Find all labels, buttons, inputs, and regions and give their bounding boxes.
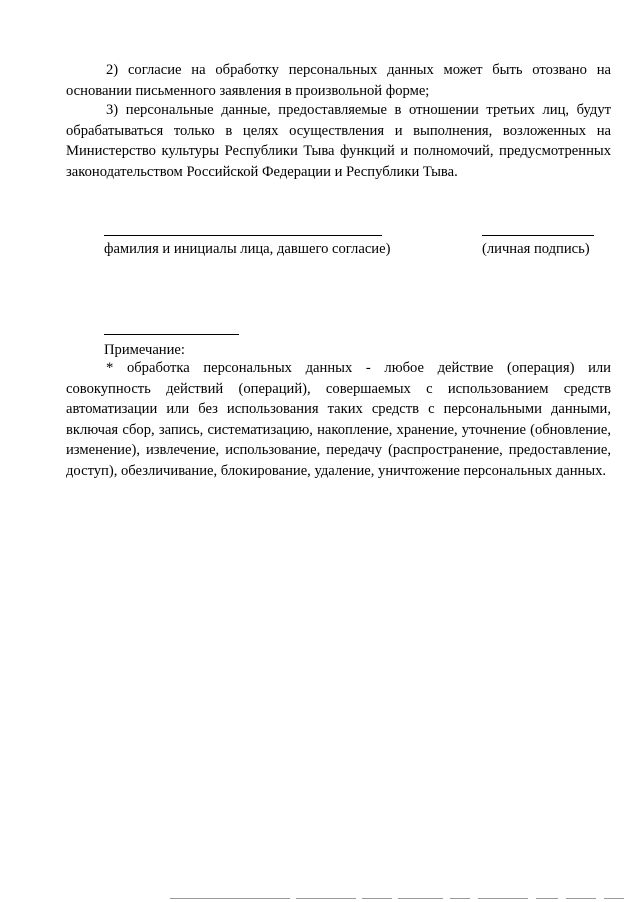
signature-label: (личная подпись) [482,241,590,257]
scan-bottom-edge [0,896,639,902]
name-label: фамилия и инициалы лица, давшего согласие) [104,241,391,257]
note-text: * обработка персональных данных - любое действие (операция) или совокупность действий (операций), совершаемых с использованием средств автоматизации или без использования таких средств с персональными данными, включая сбор, запись, систематизацию, накопление, хранение, уточнение (обновление, изменение), извлечение, использование, передачу (распространение, предоставление, доступ), обезличивание, блокирование, удаление, уничтожение персональных данных. [66,360,611,479]
paragraph-third-party-data: 3) персональные данные, предоставляемые в отношении третьих лиц, будут обрабатываться только в целях осуществления и выполнения, возложенных на Министерство культуры Республики Тыва функций и полномочий, предусмотренных законодательством Российской Федерации и Республики Тыва. [66,102,611,180]
personal-signature-line [482,235,594,236]
paragraph-consent-withdrawal: 2) согласие на обработку персональных данных может быть отозвано на основании письменного заявления в произвольной форме; [66,62,611,99]
note-divider [104,334,239,335]
name-signature-line [104,235,382,236]
note-title: Примечание: [104,342,185,358]
